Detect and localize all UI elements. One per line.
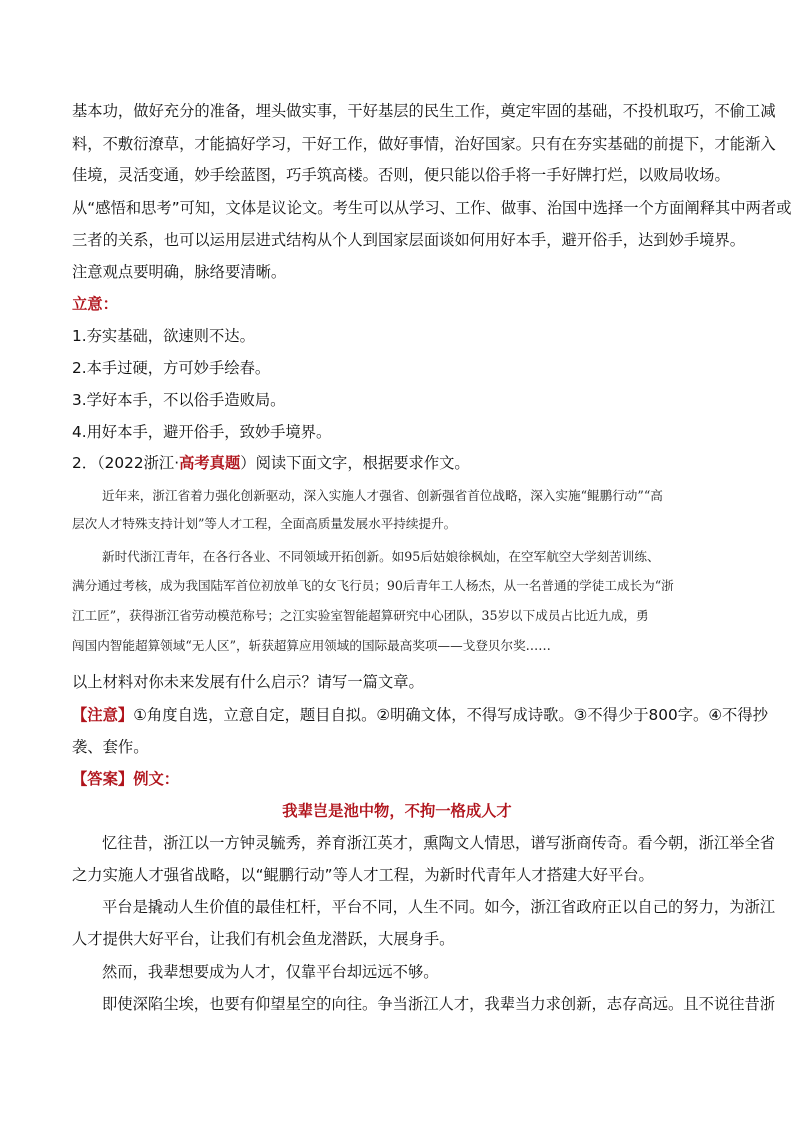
notice-tag: 【注意】 [72, 706, 134, 724]
notice-line-continued: 袭、套作。 [72, 738, 149, 756]
question-2-instruction: ）阅读下面文字，根据要求作文。 [240, 454, 470, 472]
material-line: 近年来，浙江省着力强化创新驱动，深入实施人才强省、创新强省首位战略，深入实施“鲲鹏行动”“高 [102, 488, 663, 503]
answer-label: 例文： [133, 770, 180, 788]
essay-title: 我辈岂是池中物，不拘一格成人才 [282, 802, 512, 820]
material-line: 闯国内智能超算领域“无人区”，斩获超算应用领域的国际最高奖项——戈登贝尔奖…… [72, 638, 551, 653]
question-2-header [72, 453, 470, 473]
liyi-item: 3.学好本手，不以俗手造败局。 [72, 391, 286, 409]
liyi-item: 1.夯实基础，欲速则不达。 [72, 327, 255, 345]
essay-line: 平台是撬动人生价值的最佳杠杆，平台不同，人生不同。如今，浙江省政府正以自己的努力，为浙江 [102, 898, 776, 916]
liyi-heading: 立意： [72, 295, 118, 313]
essay-line: 然而，我辈想要成为人才，仅靠平台却远远不够。 [102, 963, 439, 981]
source-tag: 高考真题 [179, 454, 241, 472]
intro-line: 基本功，做好充分的准备，埋头做实事，干好基层的民生工作，奠定牢固的基础，不投机取巧，不偷工减 [72, 102, 776, 120]
answer-line [72, 769, 179, 789]
liyi-item: 4.用好本手，避开俗手，致妙手境界。 [72, 423, 332, 441]
material-line: 新时代浙江青年，在各行各业、不同领域开拓创新。如95后姑娘徐枫灿，在空军航空大学刻苦训练、 [102, 549, 660, 564]
answer-tag: 【答案】 [72, 770, 134, 788]
essay-line: 之力实施人才强省战略，以“鲲鹏行动”等人才工程，为新时代青年人才搭建大好平台。 [72, 866, 654, 884]
intro-line: 三者的关系，也可以运用层进式结构从个人到国家层面谈如何用好本手，避开俗手，达到妙手境界。 [72, 231, 746, 249]
intro-line: 注意观点要明确，脉络要清晰。 [72, 263, 287, 281]
notice-line [72, 705, 768, 725]
intro-line: 佳境，灵活变通，妙手绘蓝图，巧手筑高楼。否则，便只能以俗手将一手好牌打烂，以败局收场。 [72, 166, 730, 184]
liyi-item: 2.本手过硬，方可妙手绘春。 [72, 359, 271, 377]
notice-text: ①角度自选，立意自定，题目自拟。②明确文体，不得写成诗歌。③不得少于800字。④不得抄 [133, 706, 768, 724]
essay-line: 即使深陷尘埃，也要有仰望星空的向往。争当浙江人才，我辈当力求创新，志存高远。且不说往昔浙 [102, 995, 776, 1013]
prompt-line: 以上材料对你未来发展有什么启示？请写一篇文章。 [72, 673, 424, 691]
material-line: 层次人才特殊支持计划”等人才工程，全面高质量发展水平持续提升。 [72, 516, 457, 531]
intro-line: 从“感悟和思考”可知，文体是议论文。考生可以从学习、工作、做事、治国中选择一个方面阐释其中两者或 [72, 199, 792, 217]
essay-line: 人才提供大好平台，让我们有机会鱼龙潜跃，大展身手。 [72, 930, 455, 948]
question-2-prefix: 2．（2022浙江· [72, 454, 180, 472]
intro-line: 料，不敷衍潦草，才能搞好学习，干好工作，做好事情，治好国家。只有在夯实基础的前提下，才能渐入 [72, 135, 776, 153]
material-line: 江工匠”，获得浙江省劳动模范称号；之江实验室智能超算研究中心团队，35岁以下成员占比近九成，勇 [72, 608, 649, 623]
material-line: 满分通过考核，成为我国陆军首位初放单飞的女飞行员；90后青年工人杨杰，从一名普通的学徒工成长为“浙 [72, 578, 674, 593]
essay-line: 忆往昔，浙江以一方钟灵毓秀，养育浙江英才，熏陶文人情思，谱写浙商传奇。看今朝，浙江举全省 [102, 834, 776, 852]
